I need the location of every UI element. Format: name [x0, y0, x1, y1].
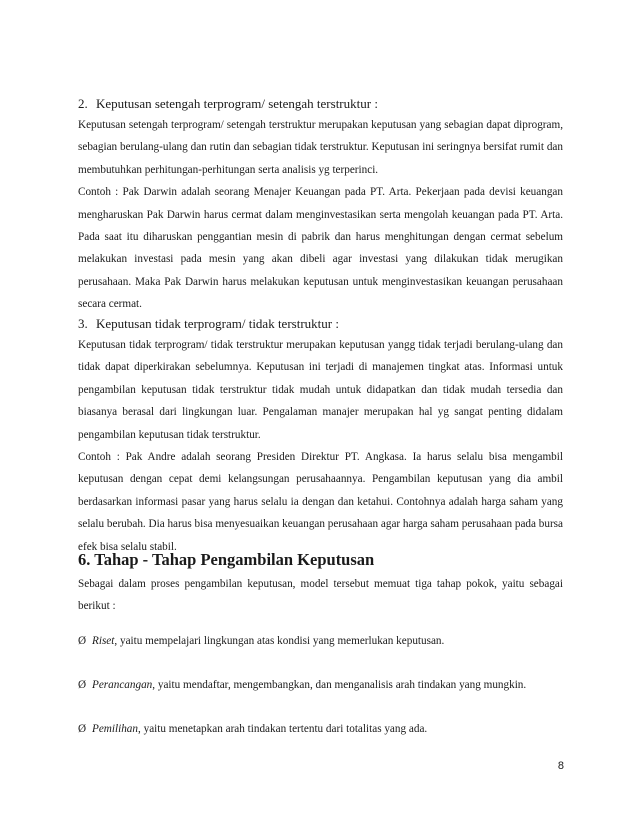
section-6-heading: 6. Tahap - Tahap Pengambilan Keputusan — [78, 550, 375, 569]
bullet-arrow-icon: Ø — [78, 635, 87, 647]
stage-term: Riset — [92, 635, 115, 647]
section-2-heading — [78, 96, 563, 112]
section-2-number: 2. — [78, 96, 88, 111]
page-number: 8 — [557, 760, 564, 772]
stage-term: Pemilihan — [92, 723, 138, 735]
stage-list-item — [78, 721, 563, 737]
section-3-number: 3. — [78, 316, 88, 331]
section-2-heading-text: Keputusan setengah terprogram/ setengah terstruktur : — [96, 96, 378, 111]
stage-description: , yaitu menetapkan arah tindakan tertentu dari totalitas yang ada. — [138, 723, 428, 735]
section-2-paragraph: Keputusan setengah terprogram/ setengah terstruktur merupakan keputusan yang sebagian dapat diprogram, sebagian berulang-ulang dan rutin dan sebagian tidak terstruktur. Keputusan ini seringnya bersifat rumit dan membutuhkan perhitungan-perhitungan serta analisis yg terperinci. — [78, 119, 563, 176]
section-3-heading — [78, 316, 563, 332]
section-2-example: Contoh : Pak Darwin adalah seorang Menajer Keuangan pada PT. Arta. Pekerjaan pada devisi keuangan mengharuskan Pak Darwin harus cermat dalam menginvestasikan serta mengolah keuangan pada PT. Arta. Pada saat itu diharuskan penggantian mesin di pabrik dan harus menghitungan dengan cermat sebelum melakukan investasi pada mesin yang akan dibeli agar investasi yang dilakukan tidak merugikan perusahaan. Maka Pak Darwin harus melakukan keputusan untuk menginvestasikan keuangan perusahaan secara cermat. — [78, 186, 563, 311]
section-3-heading-text: Keputusan tidak terprogram/ tidak terstruktur : — [96, 316, 339, 331]
stage-description: , yaitu mendaftar, mengembangkan, dan menganalisis arah tindakan yang mungkin. — [152, 679, 527, 691]
section-3 — [78, 316, 563, 558]
stage-list-item — [78, 677, 563, 693]
bullet-arrow-icon: Ø — [78, 723, 87, 735]
stage-description: , yaitu mempelajari lingkungan atas kondisi yang memerlukan keputusan. — [114, 635, 445, 647]
bullet-arrow-icon: Ø — [78, 679, 87, 691]
section-6-intro: Sebagai dalam proses pengambilan keputusan, model tersebut memuat tiga tahap pokok, yaitu sebagai berikut : — [78, 578, 563, 613]
section-3-example: Contoh : Pak Andre adalah seorang Presiden Direktur PT. Angkasa. Ia harus selalu bisa mengambil keputusan dengan cepat demi kelangsungan perusahaannya. Pengambilan keputusan yang dia ambil berdasarkan informasi pasar yang harus selalu ia dengan dan ketahui. Contohnya adalah harga saham yang selalu berubah. Dia harus bisa menyesuaikan keuangan perusahaan agar harga saham perusahaan pada bursa efek bisa selalu stabil. — [78, 451, 564, 553]
section-2 — [78, 96, 563, 316]
section-3-paragraph: Keputusan tidak terprogram/ tidak terstruktur merupakan keputusan yangg tidak terjadi berulang-ulang dan tidak dapat diperkirakan sebelumnya. Keputusan ini terjadi di manajemen tingkat atas. Informasi untuk pengambilan keputusan tidak terstruktur tidak mudah untuk didapatkan dan tidak mudah tersedia dan biasanya berasal dari lingkungan luar. Pengalaman manajer merupakan hal yg sangat penting didalam pengambilan keputusan tidak terstruktur. — [78, 339, 563, 441]
stage-term: Perancangan — [92, 679, 153, 691]
stage-list-item — [78, 633, 563, 649]
section-6 — [78, 550, 563, 618]
